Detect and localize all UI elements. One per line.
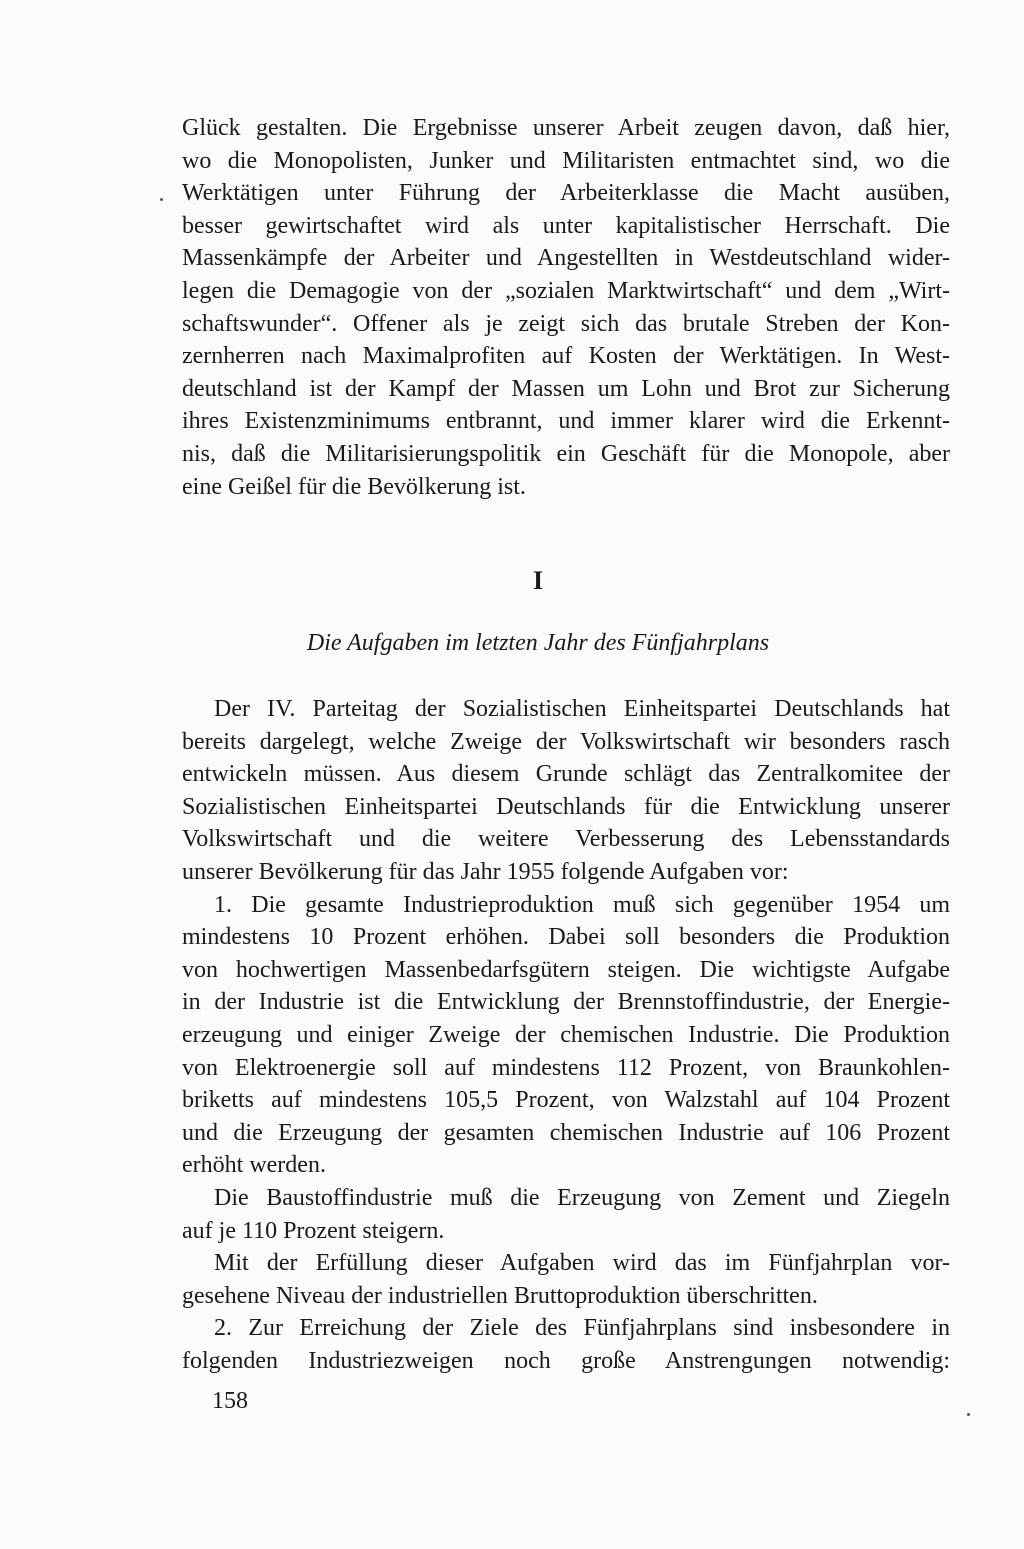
text-line: unserer Bevölkerung für das Jahr 1955 folgende Aufgaben vor: <box>182 858 789 885</box>
paragraph-continued <box>182 112 950 503</box>
text-line: gesehene Niveau der industriellen Bruttoproduktion überschritten. <box>182 1282 818 1309</box>
text-line: deutschland ist der Kampf der Massen um Lohn und Brot zur Sicherung <box>182 375 950 402</box>
text-line: entwickeln müssen. Aus diesem Grunde schlägt das Zentralkomitee der <box>182 761 950 788</box>
text-line: erhöht werden. <box>182 1152 326 1179</box>
paragraph-main <box>182 693 950 1377</box>
text-line: Massenkämpfe der Arbeiter und Angestellten in Westdeutschland wider- <box>182 245 950 272</box>
section-number: I <box>532 566 544 595</box>
text-line: von hochwertigen Massenbedarfsgütern steigen. Die wichtigste Aufgabe <box>182 956 950 983</box>
section-title: Die Aufgaben im letzten Jahr des Fünfjahrplans <box>306 630 770 656</box>
text-line: Volkswirtschaft und die weitere Verbesserung des Lebensstandards <box>182 826 950 853</box>
text-line: mindestens 10 Prozent erhöhen. Dabei soll besonders die Produktion <box>182 924 950 951</box>
text-line: und die Erzeugung der gesamten chemischen Industrie auf 106 Prozent <box>182 1119 950 1146</box>
text-line: folgenden Industriezweigen noch große Anstrengungen notwendig: <box>182 1347 950 1374</box>
text-line: Werktätigen unter Führung der Arbeiterklasse die Macht ausüben, <box>182 180 950 207</box>
print-speck <box>160 198 163 201</box>
text-line: in der Industrie ist die Entwicklung der Brennstoffindustrie, der Energie- <box>182 989 950 1016</box>
text-line: eine Geißel für die Bevölkerung ist. <box>182 473 526 500</box>
text-line: nis, daß die Militarisierungspolitik ein Geschäft für die Monopole, aber <box>182 440 950 467</box>
text-line: 2. Zur Erreichung der Ziele des Fünfjahrplans sind insbesondere in <box>214 1315 950 1342</box>
text-line: legen die Demagogie von der „sozialen Marktwirtschaft“ und dem „Wirt- <box>182 277 950 304</box>
text-line: besser gewirtschaftet wird als unter kapitalistischer Herrschaft. Die <box>182 212 950 239</box>
text-line: von Elektroenergie soll auf mindestens 112 Prozent, von Braunkohlen- <box>182 1054 950 1081</box>
text-line: Der IV. Parteitag der Sozialistischen Einheitspartei Deutschlands hat <box>214 696 950 722</box>
page-number: 158 <box>212 1388 248 1414</box>
text-line: schaftswunder“. Offener als je zeigt sich das brutale Streben der Kon- <box>182 310 950 337</box>
text-line: Mit der Erfüllung dieser Aufgaben wird das im Fünfjahrplan vor- <box>214 1250 950 1277</box>
text-line: auf je 110 Prozent steigern. <box>182 1217 445 1244</box>
text-line: bereits dargelegt, welche Zweige der Volkswirtschaft wir besonders rasch <box>182 728 950 755</box>
text-line: erzeugung und einiger Zweige der chemischen Industrie. Die Produktion <box>182 1021 950 1048</box>
print-speck <box>967 1413 970 1416</box>
text-line: briketts auf mindestens 105,5 Prozent, von Walzstahl auf 104 Prozent <box>182 1087 950 1114</box>
text-line: Die Baustoffindustrie muß die Erzeugung von Zement und Ziegeln <box>214 1184 950 1211</box>
text-line: 1. Die gesamte Industrieproduktion muß sich gegenüber 1954 um <box>214 891 950 918</box>
text-line: wo die Monopolisten, Junker und Militaristen entmachtet sind, wo die <box>182 147 950 174</box>
text-line: zernherren nach Maximalprofiten auf Kosten der Werktätigen. In West- <box>182 343 950 370</box>
text-line: Sozialistischen Einheitspartei Deutschlands für die Entwicklung unserer <box>182 793 950 820</box>
text-line: Glück gestalten. Die Ergebnisse unserer Arbeit zeugen davon, daß hier, <box>182 115 950 141</box>
text-line: ihres Existenzminimums entbrannt, und immer klarer wird die Erkennt- <box>182 408 950 435</box>
